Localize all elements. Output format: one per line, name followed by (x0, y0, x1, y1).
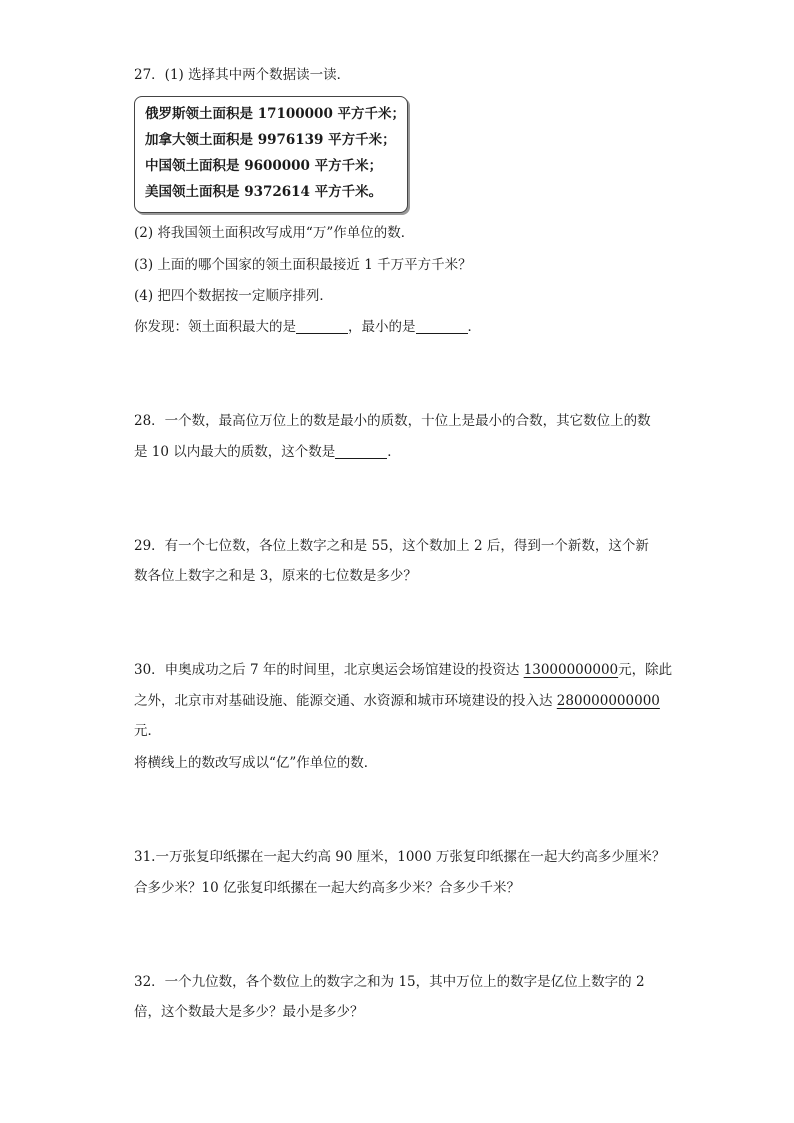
q27-intro: 27．(1) 选择其中两个数据读一读． (134, 67, 351, 83)
q29-line-2: 数各位上数字之和是 3，原来的七位数是多少？ (134, 568, 417, 584)
q30-line-2 (134, 692, 660, 710)
q28-line-2 (134, 443, 401, 461)
q28-line-1: 28．一个数，最高位万位上的数是最小的质数，十位上是最小的合数，其它数位上的数 (134, 413, 651, 429)
q30-underlined-number-1: 13000000000 (523, 662, 619, 678)
q27-box-row-4: 美国领土面积是 9372614 平方千米。 (145, 184, 383, 200)
q28-answer-blank[interactable] (335, 444, 387, 459)
q29-line-1: 29．有一个七位数，各位上数字之和是 55，这个数加上 2 后，得到一个新数，这个新 (134, 538, 649, 554)
q30-underlined-number-2: 280000000000 (556, 693, 660, 709)
q28-line-2-end: ． (387, 444, 401, 460)
q27-box-row-3: 中国领土面积是 9600000 平方千米； (145, 158, 383, 174)
q27-data-box (134, 96, 408, 213)
q28-line-2-text: 是 10 以内最大的质数，这个数是 (134, 444, 336, 460)
q27-part-2: (2) 将我国领土面积改写成用“万”作单位的数． (134, 225, 415, 241)
q27-finding-text-a: 你发现：领土面积最大的是 (134, 319, 296, 335)
q27-box-row-2: 加拿大领土面积是 9976139 平方千米； (145, 132, 396, 148)
q31-line-1: 31.一万张复印纸摞在一起大约高 90 厘米，1000 万张复印纸摞在一起大约高多少厘米？ (134, 849, 666, 865)
q27-box-row-1: 俄罗斯领土面积是 17100000 平方千米； (145, 106, 406, 122)
q30-line-1-text: 30．申奥成功之后 7 年的时间里，北京奥运会场馆建设的投资达 (134, 662, 524, 678)
q32-line-2: 倍，这个数最大是多少？最小是多少？ (134, 1004, 364, 1020)
q27-finding (134, 318, 481, 336)
q31-line-2: 合多少米？10 亿张复印纸摞在一起大约高多少米？合多少千米？ (134, 880, 520, 896)
q27-finding-text-b: ，最小的是 (348, 319, 416, 335)
q32-line-1: 32．一个九位数，各个数位上的数字之和为 15，其中万位上的数字是亿位上数字的 2 (134, 974, 645, 990)
q30-line-1-end: 元，除此 (618, 662, 673, 678)
q27-part-4: (4) 把四个数据按一定顺序排列． (134, 288, 333, 304)
q30-line-2-text: 之外，北京市对基础设施、能源交通、水资源和城市环境建设的投入达 (134, 693, 557, 709)
q27-answer-blank-smallest[interactable] (416, 319, 468, 334)
q27-finding-text-c: ． (467, 319, 481, 335)
q27-answer-blank-largest[interactable] (296, 319, 348, 334)
q30-line-4: 将横线上的数改写成以“亿”作单位的数． (134, 755, 378, 771)
q30-line-1 (134, 661, 672, 679)
q30-line-3: 元． (134, 723, 161, 739)
q27-part-3: (3) 上面的哪个国家的领土面积最接近 1 千万平方千米？ (134, 257, 472, 273)
